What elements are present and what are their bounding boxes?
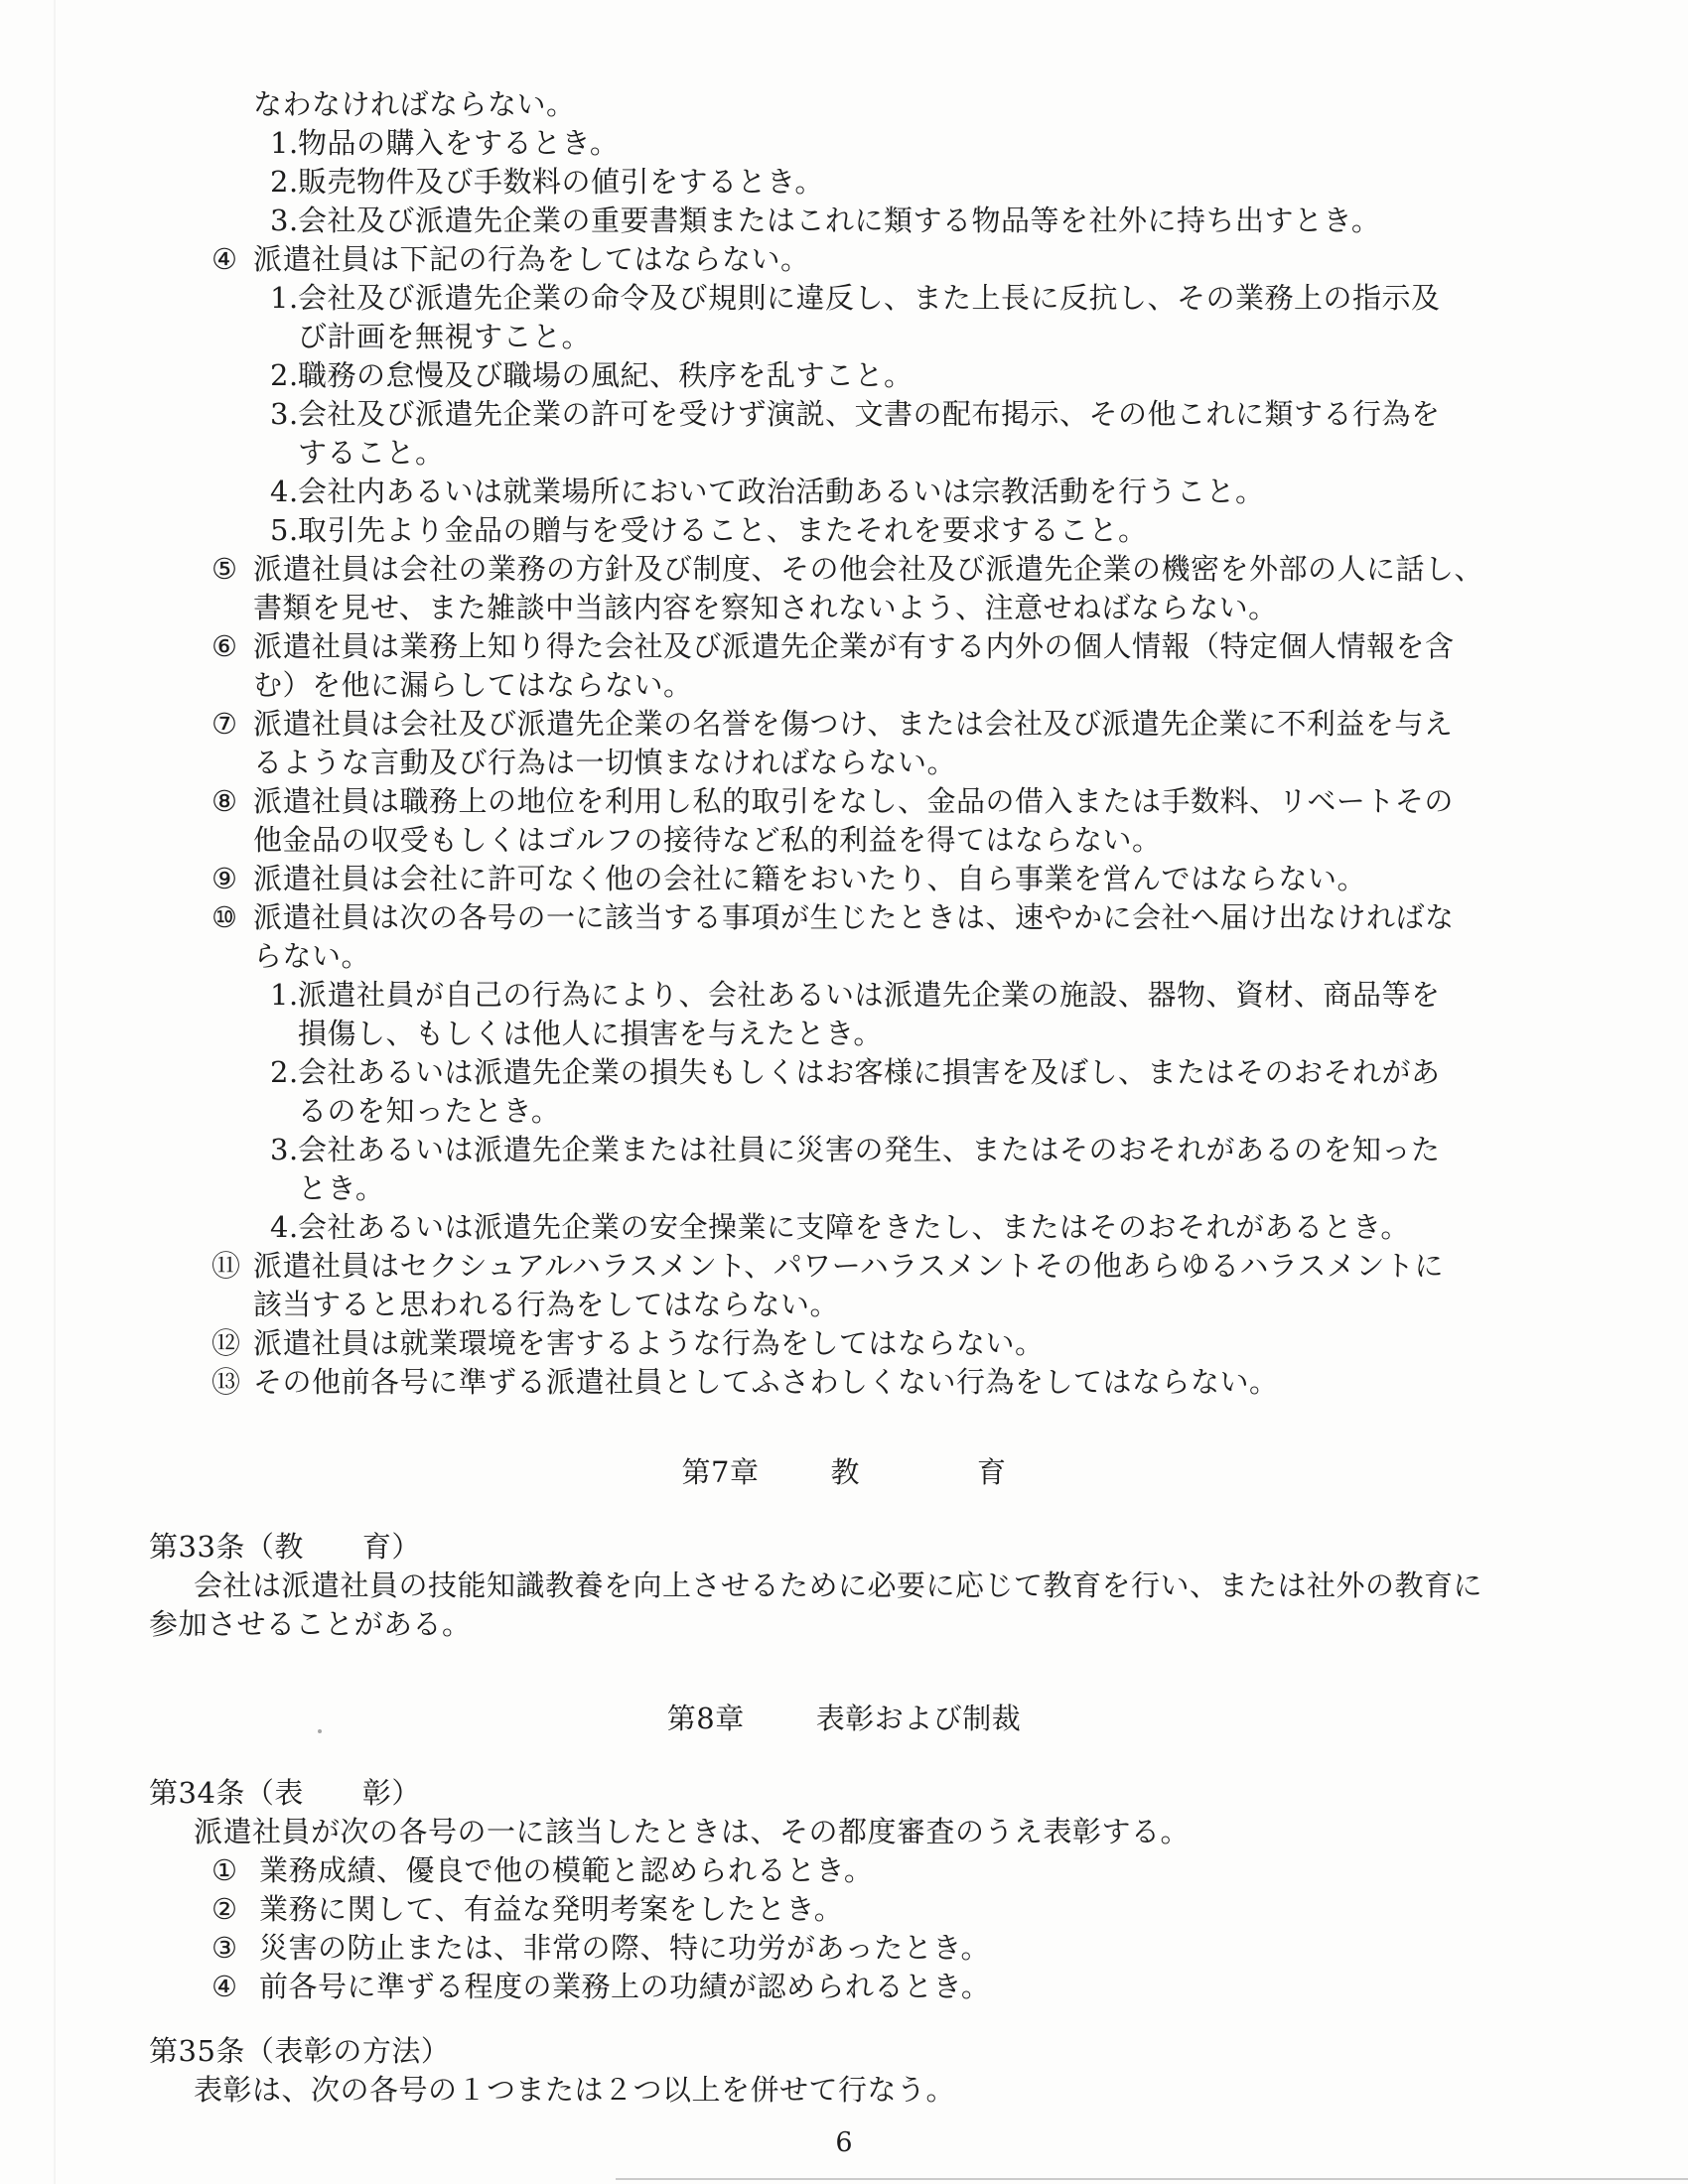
chapter-title: 表彰および制裁	[815, 1702, 1022, 1735]
line-text: む）を他に漏らしてはならない。	[253, 668, 693, 702]
article-heading	[0, 1528, 1688, 1567]
line-text: 前各号に準ずる程度の業務上の功績が認められるとき。	[259, 1970, 991, 2003]
document-line	[0, 163, 1688, 202]
document-line	[0, 85, 1688, 124]
document-line	[0, 1890, 1688, 1929]
article-heading	[0, 2032, 1688, 2071]
document-line	[0, 1286, 1688, 1324]
document-line	[0, 1605, 1688, 1644]
item-marker: ④	[211, 242, 238, 276]
document-line	[0, 976, 1688, 1015]
document-line	[0, 1169, 1688, 1208]
spacer	[0, 1492, 1688, 1528]
line-text: 会社は派遣社員の技能知識教養を向上させるために必要に応じて教育を行い、または社外の教育に	[194, 1569, 1483, 1602]
chapter-number: 第7章	[681, 1455, 760, 1489]
spacer	[0, 1644, 1688, 1700]
line-text: 会社及び派遣先企業の許可を受けず演説、文書の配布掲示、その他これに類する行為を	[298, 397, 1441, 431]
item-marker: 2.	[270, 358, 299, 392]
document-line	[0, 589, 1688, 627]
item-marker: 5.	[270, 513, 299, 547]
line-text: 第35条（表彰の方法）	[149, 2034, 451, 2068]
document-line	[0, 1324, 1688, 1363]
document-line	[0, 1247, 1688, 1286]
line-text: 他金品の収受もしくはゴルフの接待など私的利益を得てはならない。	[253, 823, 1162, 857]
document-line	[0, 782, 1688, 821]
line-text: 第34条（表 彰）	[149, 1776, 421, 1810]
item-marker: 1.	[270, 978, 299, 1012]
line-text: 派遣社員が次の各号の一に該当したときは、その都度審査のうえ表彰する。	[194, 1815, 1191, 1848]
item-marker: ⑨	[211, 862, 238, 895]
line-text: 参加させることがある。	[149, 1607, 472, 1641]
document-line	[0, 1851, 1688, 1890]
document-line	[0, 318, 1688, 356]
line-text: 書類を見せ、また雑談中当該内容を察知されないよう、注意せねばならない。	[253, 591, 1278, 624]
scan-speck-artifact	[318, 1729, 322, 1733]
line-text: 表彰は、次の各号の１つまたは２つ以上を併せて行なう。	[194, 2073, 956, 2107]
line-text: るのを知ったとき。	[298, 1094, 561, 1128]
document-line	[0, 744, 1688, 782]
line-text: 派遣社員は下記の行為をしてはならない。	[253, 242, 810, 276]
line-text: 業務に関して、有益な発明考案をしたとき。	[259, 1892, 844, 1926]
item-marker: 3.	[270, 1133, 299, 1166]
line-text: 該当すると思われる行為をしてはならない。	[253, 1288, 840, 1321]
item-marker: 1.	[270, 281, 299, 315]
item-marker: ⑦	[211, 707, 238, 741]
document-line	[0, 434, 1688, 473]
line-text: るような言動及び行為は一切慎まなければならない。	[253, 746, 957, 779]
document-line	[0, 124, 1688, 163]
line-text: その他前各号に準ずる派遣社員としてふさわしくない行為をしてはならない。	[253, 1365, 1279, 1399]
document-line	[0, 356, 1688, 395]
item-marker: ⑧	[211, 784, 238, 818]
line-text: 会社あるいは派遣先企業の損失もしくはお客様に損害を及ぼし、またはそのおそれがあ	[298, 1055, 1441, 1089]
item-marker: ⑫	[211, 1326, 241, 1360]
scan-edge-artifact	[54, 0, 56, 2184]
line-text: び計画を無視すこと。	[298, 320, 592, 353]
line-text: 派遣社員は就業環境を害するような行為をしてはならない。	[253, 1326, 1045, 1360]
document-line	[0, 860, 1688, 898]
line-text: 職務の怠慢及び職場の風紀、秩序を乱すこと。	[298, 358, 914, 392]
line-text: なわなければならない。	[253, 87, 576, 121]
line-text: らない。	[253, 939, 371, 973]
document-line	[0, 395, 1688, 434]
item-marker: 1.	[270, 126, 299, 160]
item-marker: 3.	[270, 204, 299, 237]
document-line	[0, 1363, 1688, 1402]
item-marker: 2.	[270, 165, 299, 199]
document-line	[0, 1968, 1688, 2006]
item-marker: ③	[211, 1931, 238, 1965]
line-text: 取引先より金品の贈与を受けること、またそれを要求すること。	[298, 513, 1148, 547]
item-marker: ⑪	[211, 1249, 241, 1283]
line-text: 派遣社員は会社及び派遣先企業の名誉を傷つけ、または会社及び派遣先企業に不利益を与え	[253, 707, 1454, 741]
item-marker: ①	[211, 1853, 238, 1887]
line-text: 物品の購入をするとき。	[298, 126, 620, 160]
document-line	[0, 473, 1688, 511]
line-text: 会社及び派遣先企業の重要書類またはこれに類する物品等を社外に持ち出すとき。	[298, 204, 1381, 237]
document-line	[0, 898, 1688, 937]
page-number: 6	[835, 2127, 853, 2158]
line-text: 会社あるいは派遣先企業または社員に災害の発生、またはそのおそれがあるのを知った	[298, 1133, 1441, 1166]
line-text: 第33条（教 育）	[149, 1530, 421, 1564]
chapter-heading	[0, 1453, 1688, 1492]
document-line	[0, 1567, 1688, 1605]
line-text: とき。	[298, 1171, 385, 1205]
item-marker: 3.	[270, 397, 299, 431]
line-text: 派遣社員は会社に許可なく他の会社に籍をおいたり、自ら事業を営んではならない。	[253, 862, 1367, 895]
document-line	[0, 1813, 1688, 1851]
document-line	[0, 1092, 1688, 1131]
spacer	[0, 1402, 1688, 1453]
document-line	[0, 279, 1688, 318]
line-text: 会社及び派遣先企業の命令及び規則に違反し、また上長に反抗し、その業務上の指示及	[298, 281, 1441, 315]
line-text: 販売物件及び手数料の値引をするとき。	[298, 165, 824, 199]
line-text: 損傷し、もしくは他人に損害を与えたとき。	[298, 1017, 883, 1050]
document-line	[0, 240, 1688, 279]
document-line	[0, 937, 1688, 976]
line-text: 派遣社員が自己の行為により、会社あるいは派遣先企業の施設、器物、資材、商品等を	[298, 978, 1441, 1012]
document-line	[0, 1929, 1688, 1968]
item-marker: ⑩	[211, 900, 238, 934]
line-text: 派遣社員は会社の業務の方針及び制度、その他会社及び派遣先企業の機密を外部の人に話し、	[253, 552, 1484, 586]
line-text: 派遣社員は業務上知り得た会社及び派遣先企業が有する内外の個人情報（特定個人情報を含	[253, 629, 1455, 663]
line-text: 災害の防止または、非常の際、特に功労があったとき。	[259, 1931, 991, 1965]
item-marker: ⑬	[211, 1365, 241, 1399]
document-line	[0, 1208, 1688, 1247]
item-marker: 4.	[270, 475, 299, 508]
line-text: 派遣社員は職務上の地位を利用し私的取引をなし、金品の借入または手数料、リベートその	[253, 784, 1454, 818]
chapter-heading	[0, 1700, 1688, 1738]
line-text: すること。	[298, 436, 445, 470]
document-line	[0, 821, 1688, 860]
line-text: 会社あるいは派遣先企業の安全操業に支障をきたし、またはそのおそれがあるとき。	[298, 1210, 1410, 1244]
document-line	[0, 2071, 1688, 2110]
document-line	[0, 511, 1688, 550]
document-line	[0, 1131, 1688, 1169]
chapter-title: 教 育	[830, 1455, 1007, 1489]
item-marker: 4.	[270, 1210, 299, 1244]
line-text: 派遣社員は次の各号の一に該当する事項が生じたときは、速やかに会社へ届け出なければな	[253, 900, 1455, 934]
line-text: 業務成績、優良で他の模範と認められるとき。	[259, 1853, 874, 1887]
spacer	[0, 1738, 1688, 1774]
line-text: 会社内あるいは就業場所において政治活動あるいは宗教活動を行うこと。	[298, 475, 1265, 508]
document-body	[0, 85, 1688, 2110]
item-marker: ④	[211, 1970, 238, 2003]
document-line	[0, 202, 1688, 240]
document-line	[0, 705, 1688, 744]
article-heading	[0, 1774, 1688, 1813]
document-line	[0, 550, 1688, 589]
document-line	[0, 666, 1688, 705]
line-text: 派遣社員はセクシュアルハラスメント、パワーハラスメントその他あらゆるハラスメントに	[253, 1249, 1445, 1283]
chapter-number: 第8章	[666, 1702, 745, 1735]
document-line	[0, 1053, 1688, 1092]
item-marker: ⑥	[211, 629, 238, 663]
spacer	[0, 2006, 1688, 2032]
item-marker: ⑤	[211, 552, 238, 586]
item-marker: 2.	[270, 1055, 299, 1089]
scan-bottom-line-artifact	[616, 2178, 1688, 2180]
item-marker: ②	[211, 1892, 238, 1926]
document-line	[0, 627, 1688, 666]
document-line	[0, 1015, 1688, 1053]
